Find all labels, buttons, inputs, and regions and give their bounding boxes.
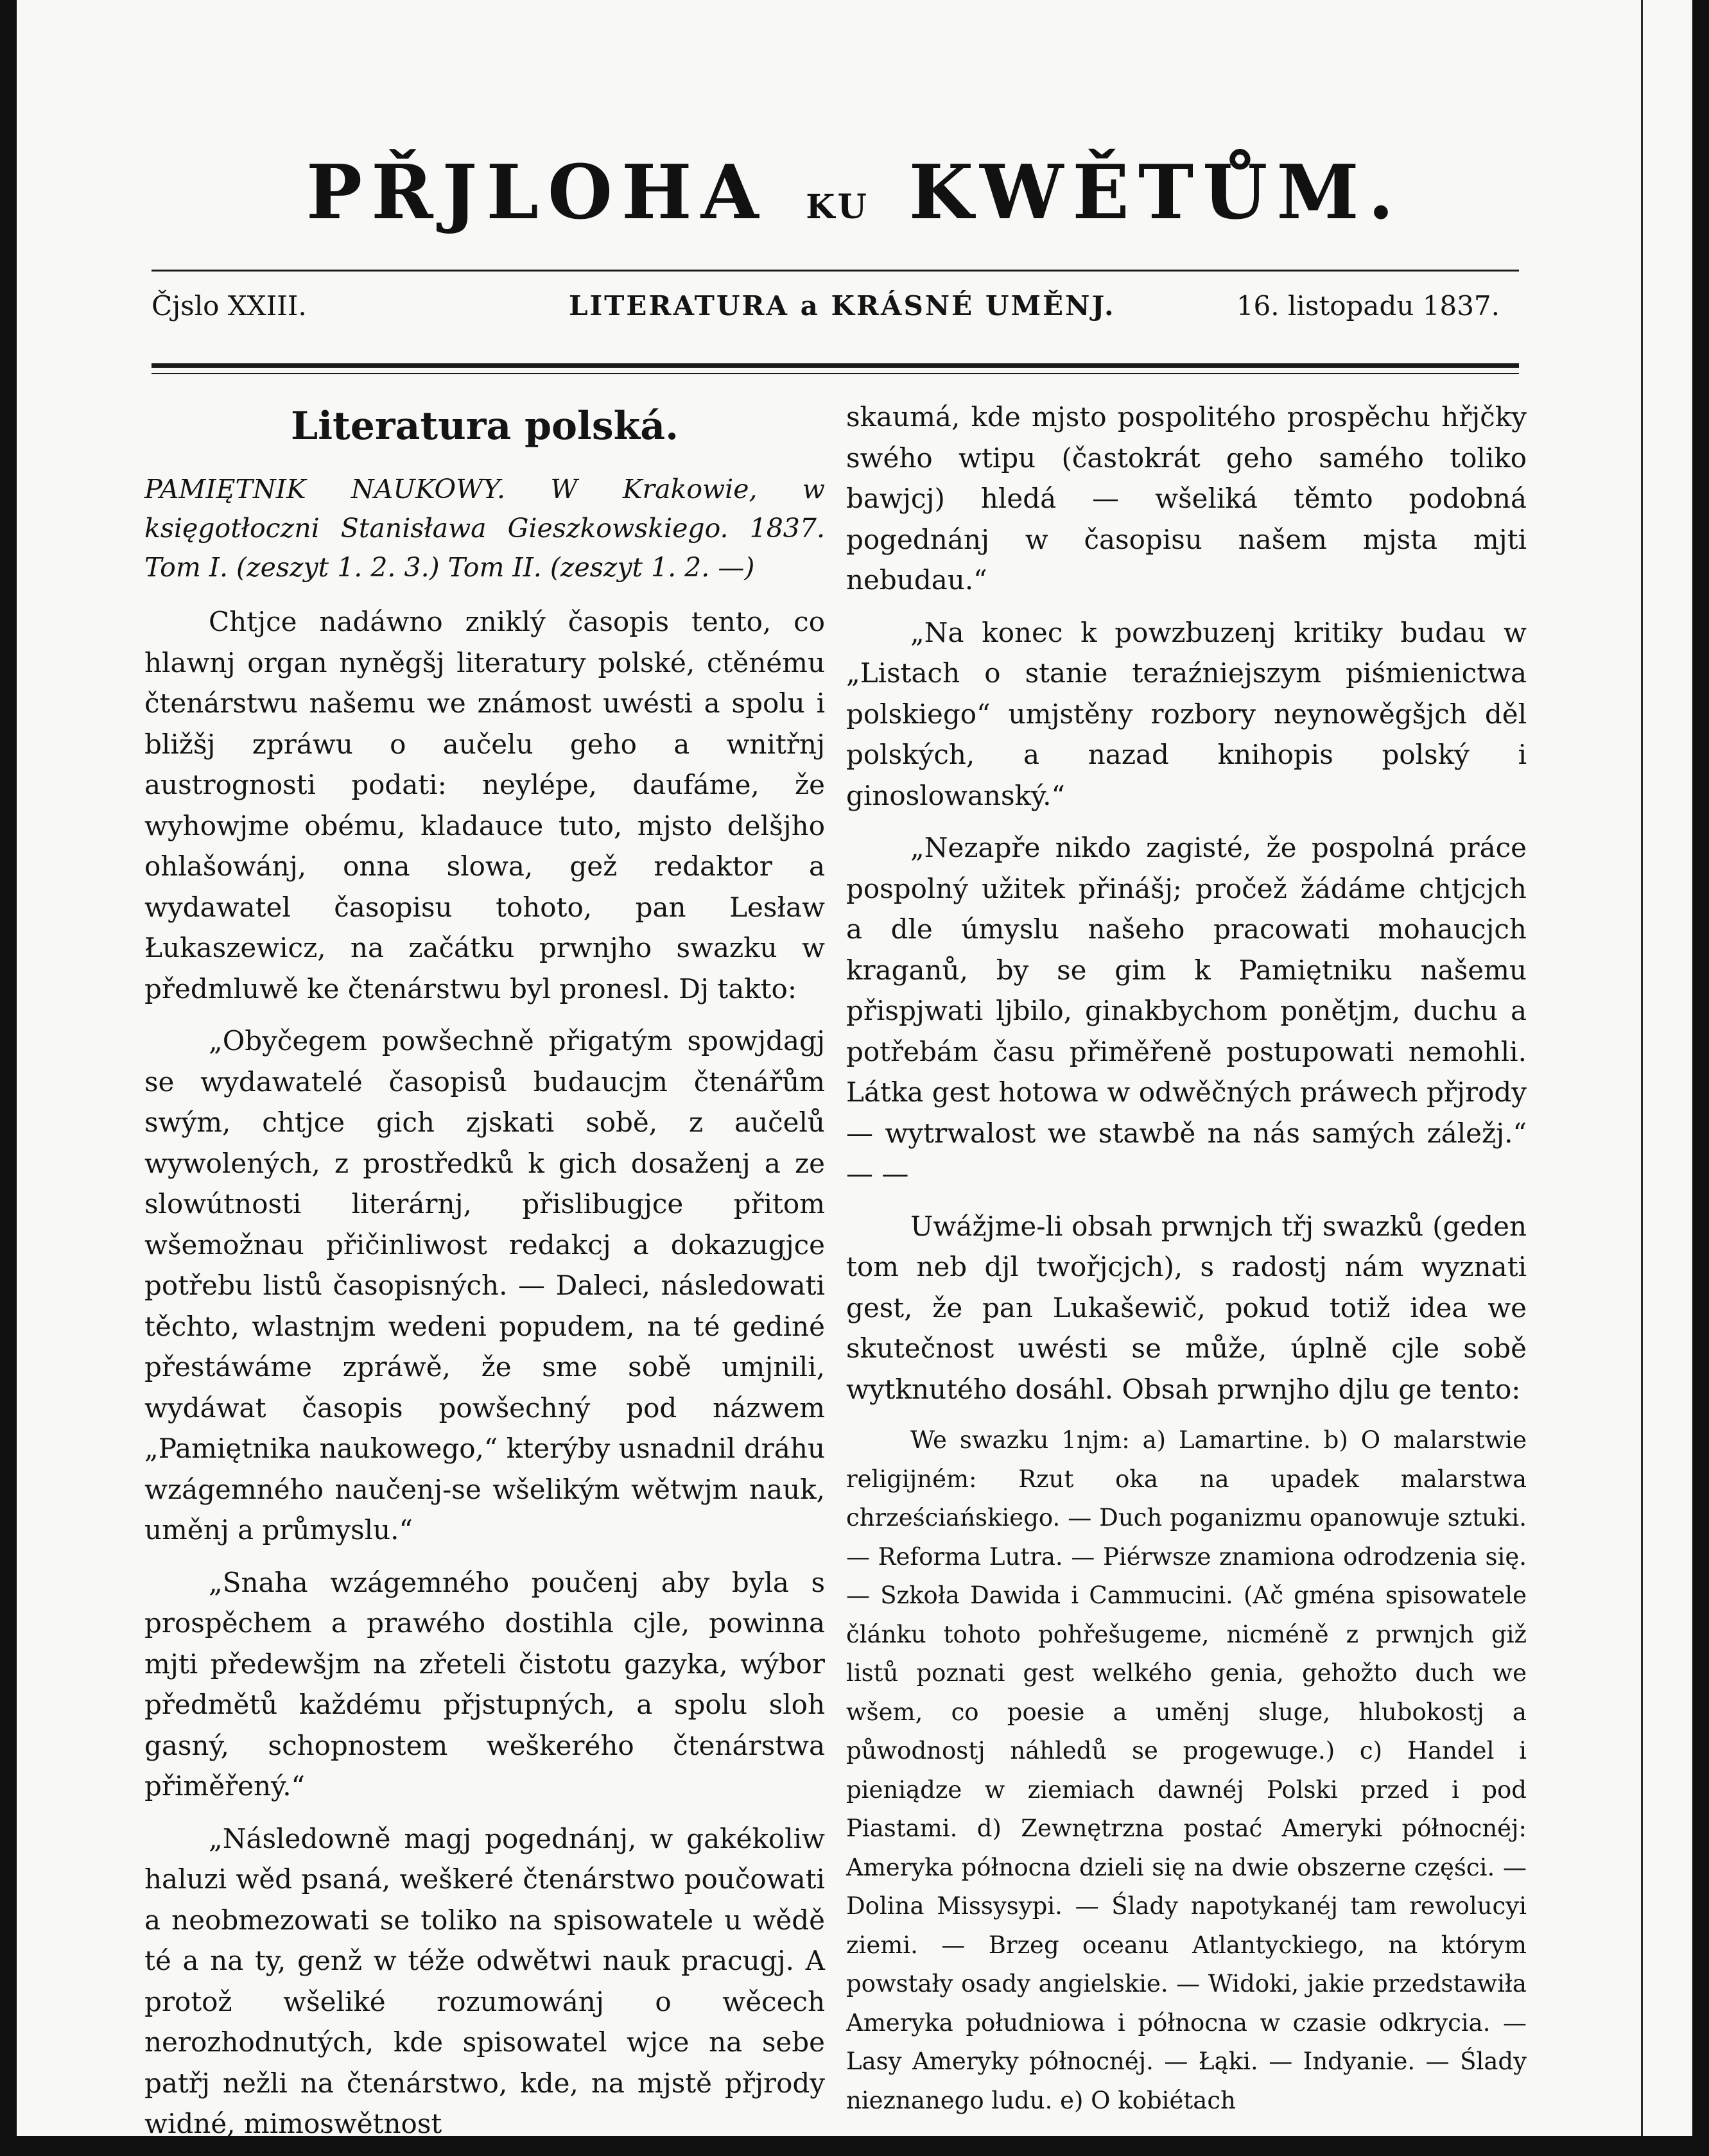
masthead-word-1: PŘJLOHA [306,149,768,236]
paragraph: „Snaha wzágemného poučenj aby byla s prospěchem a prawého dostihla cjle, powinna mjti předewšjm na zřeteli čistotu gazyka, wýbor předmětů každému přjstupných, a spolu sloh gasný, schopnostem weškerého čtenárstwa přiměřený.“ [144,1566,825,1802]
issue-number: Čjslo XXIII. [152,290,307,322]
left-column [144,397,825,2156]
masthead [0,149,1709,236]
paragraph: „Na konec k powzbuzenj kritiky budau w „Listach o stanie teraźniejszym piśmienictwa polskiego“ umjstěny rozbory neynowěgšjch děl polských, a nazad knihopis polský i ginoslowanský.“ [846,616,1527,811]
masthead-word-2: KWĚTŮM. [908,149,1403,236]
paragraph: Uwážjme-li obsah prwnjch třj swazků (geden tom neb djl twořjcjch), s radostj nám wyznati gest, že pan Lukašewič, pokud totiž idea we skutečnost uwésti se může, úplně cjle sobě wytknutého dosáhl. Obsah prwnjho djlu ge tento: [846,1210,1527,1405]
page-edge [1641,0,1643,2136]
paragraph: „Nezapře nikdo zagisté, že pospolná práce pospolný užitek přinášj; pročež žádáme chtjcjch a dle úmyslu našeho pracowati mohaucjch kraganů, by se gim k Pamiętniku našemu přispjwati ljbilo, ginakbychom ponětjm, duchu a potřebám času přiměřeně postupowati nemohli. Látka gest hotowa w odwěčných práwech přjrody — wytrwalost we stawbě na nás samých záležj.“ — — [846,832,1527,1189]
header-thick-rule [152,363,1519,368]
entry-heading: PAMIĘTNIK NAUKOWY. W Krakowie, w księgotłoczni Stanisława Gieszkowskiego. 1837. Tom I. (zeszyt 1. 2. 3.) Tom II. (zeszyt 1. 2. —) [144,474,825,583]
masthead-ku: KU [806,187,871,227]
paragraph: „Následowně magj pogednánj, w gakékoliw haluzi wěd psaná, weškeré čtenárstwo poučowati a neobmezowati se toliko na spisowatele u wědě té a na ty, genž w téže odwětwi nauk pracugj. A protož wšeliké rozumowánj o wěcech nerozhodnutých, kde spisowatel wjce na sebe patřj nežli na čtenárstwo, kde, na mjstě přjrody widné, mimoswětnost [144,1822,825,2139]
paragraph: Chtjce nadáwno zniklý časopis tento, co hlawnj organ nyněgšj literatury polské, ctěnému čtenárstwu našemu we známost uwésti a spolu i bližšj zpráwu o aučelu geho a wnitřnj austrognosti podati: neylépe, daufáme, že wyhowjme obému, kladauce tuto, mjsto delšjho ohlašowánj, onna slowa, gež redaktor a wydawatel časopisu tohoto, pan Lesław Łukaszewicz, na začátku prwnjho swazku w předmluwě ke čtenárstwu byl pronesl. Dj takto: [144,606,825,1005]
issue-date: 16. listopadu 1837. [1236,290,1500,322]
issue-info-bar [152,290,1500,335]
paragraph: „Obyčegem powšechně přigatým spowjdagj se wydawatelé časopisů budaucjm čtenářům swým, chtjce gich zjskati sobě, z aučelů wywolených, z prostředků k gich dosaženj a ze slowútnosti literárnj, přislibugjce přitom wšemožnau přičinliwost redakcj a dokazugjce potřebu listů časopisných. — Daleci, následowati těchto, wlastnjm wedeni popudem, na té gediné přestáwáme zpráwě, že sme sobě umjnili, wydáwat časopis powšechný pod názwem „Pamiętnika naukowego,“ kterýby usnadnil dráhu wzágemného naučenj-se wšelikým wětwjm nauk, uměnj a průmyslu.“ [144,1025,825,1546]
right-column [846,397,1527,2132]
header-thin-rule [152,373,1519,374]
contents-list: We swazku 1njm: a) Lamartine. b) O malarstwie religijném: Rzut oka na upadek malarstwa chrześciańskiego. — Duch poganizmu opanowuje sztuki. — Reforma Lutra. — Piérwsze znamiona odrodzenia się. — Szkoła Dawida i Cammucini. (Ač gména spisowatele článku tohoto pohřešugeme, nicméně z prwnjch giž listů poznati gest welkého genia, gehožto duch we wšem, co poesie a uměnj sluge, hlubokostj a půwodnostj náhledů se progewuge.) c) Handel i pieniądze w ziemiach dawnéj Polski przed i pod Piastami. d) Zewnętrzna postać Ameryki północnéj: Ameryka północna dzieli się na dwie obszerne części. — Dolina Missysypi. — Ślady napotykanéj tam rewolucyi ziemi. — Brzeg oceanu Atlantyckiego, na którym powstały osady angielskie. — Widoki, jakie przedstawiła Ameryka południowa i północna w czasie odkrycia. — Lasy Ameryky północnéj. — Łąki. — Indyanie. — Ślady nieznanego ludu. e) O kobiétach [846,1426,1527,2114]
paragraph: skaumá, kde mjsto pospolitého prospěchu hřjčky swého wtipu (častokrát geho samého toliko bawjcj) hledá — wšeliká těmto podobná pogednánj w časopisu našem mjsta mjti nebudau.“ [846,401,1527,596]
header-top-rule [152,270,1519,272]
section-title: Literatura polská. [291,404,679,449]
section-label: LITERATURA a KRÁSNÉ UMĚNJ. [569,290,1116,322]
